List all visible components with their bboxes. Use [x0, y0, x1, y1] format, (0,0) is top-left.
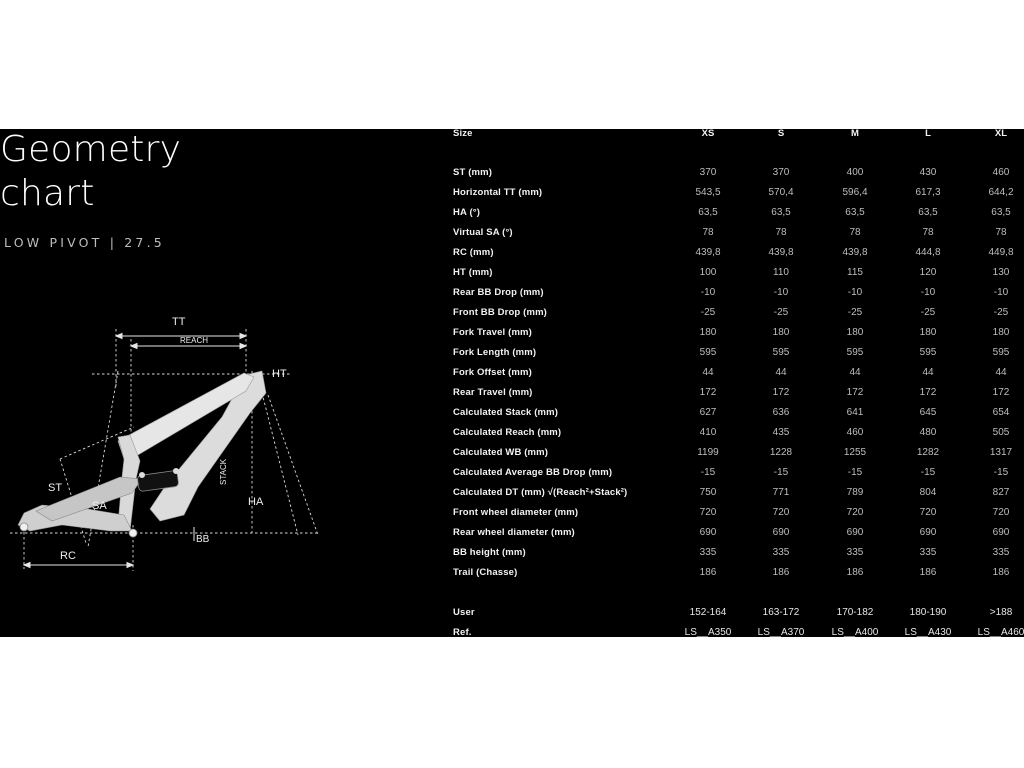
table-row [453, 326, 1024, 340]
row-label: BB height (mm) [453, 547, 526, 558]
table-cell: 163-172 [762, 607, 800, 618]
table-cell: 720 [919, 507, 937, 518]
table-cell: 172 [992, 387, 1010, 398]
table-cell: 720 [699, 507, 717, 518]
table-cell: >188 [989, 607, 1013, 618]
table-cell: 78 [849, 227, 861, 238]
table-cell: S [777, 129, 785, 139]
geometry-panel [0, 129, 1024, 637]
table-cell: -10 [847, 287, 863, 298]
table-cell: 152-164 [689, 607, 727, 618]
table-cell: 636 [772, 407, 790, 418]
table-row [453, 546, 1024, 560]
table-cell: -25 [847, 307, 863, 318]
table-cell: 645 [919, 407, 937, 418]
row-label: Calculated Stack (mm) [453, 407, 559, 418]
table-cell: -25 [773, 307, 789, 318]
table-row [453, 486, 1024, 500]
ha-line [262, 393, 298, 535]
table-row [453, 366, 1024, 380]
table-cell: -10 [920, 287, 936, 298]
row-label: Horizontal TT (mm) [453, 187, 543, 198]
rc-label: RC [60, 550, 76, 562]
title-line: chart [0, 173, 95, 214]
table-cell: 771 [772, 487, 790, 498]
row-label: HA (°) [453, 207, 481, 218]
table-row [453, 346, 1024, 360]
table-cell: 750 [699, 487, 717, 498]
table-row [453, 166, 1024, 180]
table-cell: 63,5 [771, 207, 791, 218]
row-label: Calculated Average BB Drop (mm) [453, 467, 613, 478]
table-cell: 595 [772, 347, 790, 358]
ht-label: HT [272, 368, 287, 380]
table-cell: 804 [919, 487, 937, 498]
table-cell: 827 [992, 487, 1010, 498]
ha-label: HA [248, 496, 264, 508]
row-label: Front BB Drop (mm) [453, 307, 547, 318]
table-cell: LS__A370 [757, 627, 805, 637]
table-cell: 449,8 [988, 247, 1014, 258]
table-cell: 78 [775, 227, 787, 238]
arrow-head [240, 334, 246, 339]
table-cell: 44 [849, 367, 861, 378]
bb-label: BB [196, 534, 210, 545]
table-cell: 595 [992, 347, 1010, 358]
table-cell: -25 [993, 307, 1009, 318]
table-cell: -25 [700, 307, 716, 318]
table-cell: 410 [699, 427, 717, 438]
table-cell: 627 [699, 407, 717, 418]
table-cell: 596,4 [842, 187, 868, 198]
table-row [453, 306, 1024, 320]
table-row [453, 506, 1024, 520]
steerer-line [268, 395, 318, 535]
table-cell: 130 [992, 267, 1010, 278]
table-row [453, 566, 1024, 580]
table-cell: XL [994, 129, 1008, 139]
table-cell: 789 [846, 487, 864, 498]
table-cell: 172 [699, 387, 717, 398]
table-header-row [453, 129, 1024, 141]
table-cell: 100 [699, 267, 717, 278]
reach-label: REACH [180, 336, 209, 345]
row-label: Calculated WB (mm) [453, 447, 549, 458]
table-cell: -15 [847, 467, 863, 478]
table-cell: 172 [919, 387, 937, 398]
table-cell: 439,8 [695, 247, 721, 258]
table-cell: 172 [846, 387, 864, 398]
table-cell: LS__A460 [977, 627, 1024, 637]
table-cell: -25 [920, 307, 936, 318]
table-cell: 690 [772, 527, 790, 538]
row-label: Fork Length (mm) [453, 347, 537, 358]
table-cell: 120 [919, 267, 937, 278]
table-row [453, 386, 1024, 400]
table-cell: 186 [919, 567, 937, 578]
table-cell: 1255 [843, 447, 867, 458]
row-label: Virtual SA (°) [453, 227, 513, 238]
table-cell: 720 [846, 507, 864, 518]
table-cell: 44 [702, 367, 714, 378]
table-cell: LS__A430 [904, 627, 952, 637]
frame-geometry-diagram [0, 309, 340, 589]
table-cell: 180 [772, 327, 790, 338]
table-cell: 44 [775, 367, 787, 378]
table-cell: 644,2 [988, 187, 1014, 198]
table-row [453, 186, 1024, 200]
table-cell: XS [701, 129, 715, 139]
table-cell: 180 [919, 327, 937, 338]
table-cell: 439,8 [842, 247, 868, 258]
table-cell: 63,5 [991, 207, 1011, 218]
table-cell: 444,8 [915, 247, 941, 258]
row-label: User [453, 607, 475, 618]
table-row [453, 406, 1024, 420]
row-label: RC (mm) [453, 247, 494, 258]
table-cell: 110 [773, 267, 789, 278]
row-label: Rear BB Drop (mm) [453, 287, 544, 298]
table-cell: M [851, 129, 859, 139]
table-cell: 170-182 [836, 607, 874, 618]
row-label: Ref. [453, 627, 472, 637]
table-cell: 370 [772, 167, 790, 178]
table-cell: 78 [702, 227, 714, 238]
table-cell: -15 [700, 467, 716, 478]
table-cell: 505 [992, 427, 1010, 438]
st-label: ST [48, 482, 63, 494]
table-cell: 720 [772, 507, 790, 518]
table-cell: 1282 [916, 447, 940, 458]
table-cell: LS__A350 [684, 627, 732, 637]
geometry-table [453, 129, 1024, 637]
table-cell: 690 [699, 527, 717, 538]
table-cell: 78 [995, 227, 1007, 238]
arrow-head [240, 344, 246, 349]
table-cell: -10 [993, 287, 1009, 298]
row-label: Rear wheel diameter (mm) [453, 527, 575, 538]
table-cell: 180 [846, 327, 864, 338]
page-subtitle: LOW PIVOT | 27.5 [4, 235, 165, 250]
table-row [453, 266, 1024, 280]
table-cell: 172 [772, 387, 790, 398]
arrow-head [127, 563, 133, 568]
table-row [453, 206, 1024, 220]
table-cell: 460 [992, 167, 1010, 178]
table-cell: 435 [772, 427, 790, 438]
table-row [453, 526, 1024, 540]
row-label: Calculated DT (mm) √(Reach²+Stack²) [453, 487, 628, 498]
table-cell: 186 [772, 567, 790, 578]
row-label: ST (mm) [453, 167, 493, 178]
table-row [453, 626, 1024, 637]
table-cell: 180 [699, 327, 717, 338]
table-cell: 335 [846, 547, 864, 558]
stack-label: STACK [219, 458, 228, 485]
table-cell: 180 [992, 327, 1010, 338]
table-cell: 370 [699, 167, 717, 178]
row-label: HT (mm) [453, 267, 493, 278]
table-row [453, 466, 1024, 480]
arrow-head [116, 334, 122, 339]
table-cell: 641 [846, 407, 864, 418]
table-cell: 186 [992, 567, 1010, 578]
title-line: Geometry [0, 129, 182, 170]
table-cell: -15 [773, 467, 789, 478]
table-cell: L [925, 129, 931, 139]
table-cell: 335 [772, 547, 790, 558]
table-cell: 335 [992, 547, 1010, 558]
table-cell: 460 [846, 427, 864, 438]
table-cell: 63,5 [845, 207, 865, 218]
page-title [0, 129, 181, 216]
table-cell: 595 [846, 347, 864, 358]
table-cell: 335 [699, 547, 717, 558]
table-row [453, 426, 1024, 440]
row-label: Fork Offset (mm) [453, 367, 532, 378]
table-cell: 1228 [769, 447, 793, 458]
tt-label: TT [172, 316, 186, 328]
table-cell: 690 [846, 527, 864, 538]
table-cell: 617,3 [915, 187, 941, 198]
table-cell: -15 [920, 467, 936, 478]
table-cell: 1317 [989, 447, 1013, 458]
table-row [453, 606, 1024, 620]
table-cell: 654 [992, 407, 1010, 418]
table-row [453, 246, 1024, 260]
table-cell: 186 [699, 567, 717, 578]
table-cell: 430 [919, 167, 937, 178]
table-cell: 400 [846, 167, 864, 178]
table-cell: 115 [847, 267, 863, 278]
table-cell: 44 [922, 367, 934, 378]
table-cell: 595 [919, 347, 937, 358]
table-cell: 78 [922, 227, 934, 238]
table-cell: -10 [773, 287, 789, 298]
table-cell: 690 [992, 527, 1010, 538]
table-cell: 480 [919, 427, 937, 438]
row-label: Front wheel diameter (mm) [453, 507, 579, 518]
arrow-head [131, 344, 137, 349]
row-label: Trail (Chasse) [453, 567, 518, 578]
arrow-head [24, 563, 30, 568]
table-cell: 63,5 [918, 207, 938, 218]
table-row [453, 286, 1024, 300]
row-label: Rear Travel (mm) [453, 387, 533, 398]
table-row [453, 226, 1024, 240]
row-label: Calculated Reach (mm) [453, 427, 562, 438]
table-row [453, 446, 1024, 460]
table-cell: 180-190 [909, 607, 947, 618]
table-cell: -10 [700, 287, 716, 298]
table-cell: 335 [919, 547, 937, 558]
table-cell: 439,8 [768, 247, 794, 258]
row-label: Size [453, 129, 473, 139]
table-cell: 720 [992, 507, 1010, 518]
table-cell: 44 [995, 367, 1007, 378]
table-cell: -15 [993, 467, 1009, 478]
table-cell: 543,5 [695, 187, 721, 198]
table-cell: 63,5 [698, 207, 718, 218]
table-cell: LS__A400 [831, 627, 879, 637]
sa-label: SA [92, 500, 107, 512]
table-cell: 570,4 [768, 187, 794, 198]
row-label: Fork Travel (mm) [453, 327, 532, 338]
table-cell: 595 [699, 347, 717, 358]
table-cell: 690 [919, 527, 937, 538]
table-cell: 186 [846, 567, 864, 578]
bike-frame [18, 371, 266, 537]
table-cell: 1199 [697, 447, 719, 458]
